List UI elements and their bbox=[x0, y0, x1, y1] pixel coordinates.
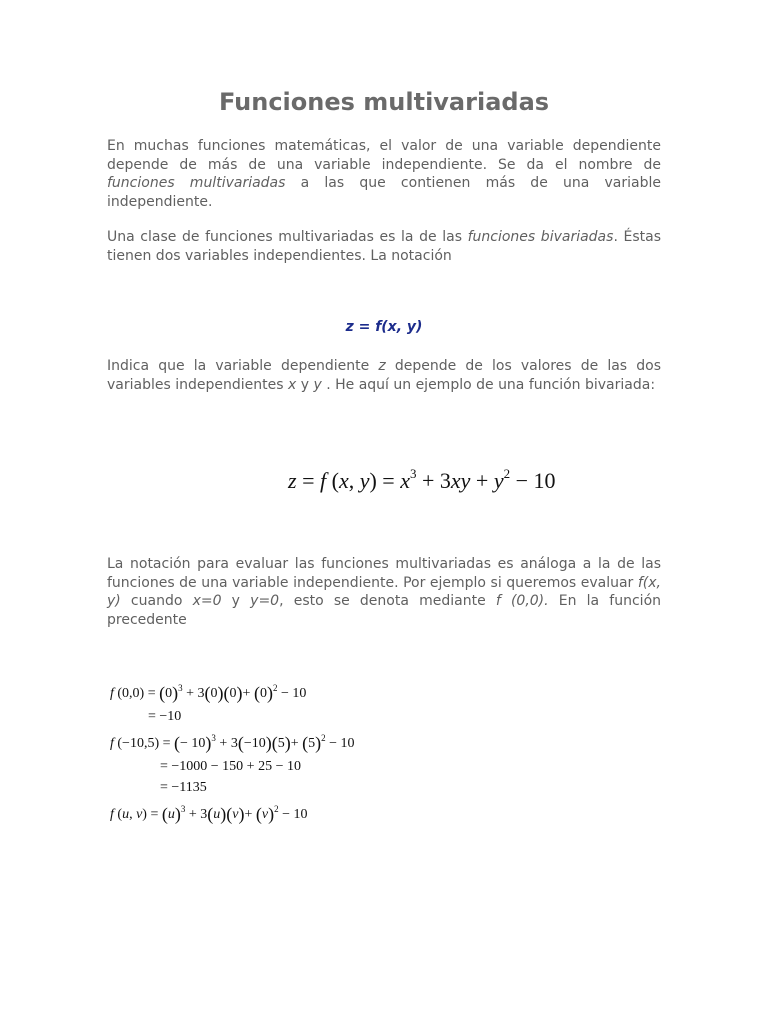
p2-text-b: . Éstas tienen dos variables independientes. La notación bbox=[107, 229, 661, 264]
p3-text-a: Indica que la variable dependiente bbox=[107, 358, 379, 374]
p3-var-y: y bbox=[313, 376, 322, 393]
p3-var-x: x bbox=[287, 376, 297, 393]
p2-emphasis: funciones bivariadas bbox=[467, 229, 614, 245]
equation-line-5: = −1135 bbox=[160, 780, 207, 795]
p4-x0: x=0 bbox=[192, 593, 222, 609]
p4-text-e: En la función precedente bbox=[107, 593, 662, 628]
equation-line-6: f (u, $v) = (u)^3 + 3(u)(v)+ (v)^2 - 10$ bbox=[110, 804, 308, 824]
equation-line-3: f (−10,5) = (− $10)^3 + 3(-10)(5)+ (5)^2 - 10$ bbox=[110, 733, 355, 753]
p4-text-d: , esto se denota mediante bbox=[279, 593, 496, 609]
p2-text-a: Una clase de funciones multivariadas es la de las bbox=[107, 229, 468, 245]
p4-text-b: cuando bbox=[120, 593, 193, 609]
paragraph-bivariate bbox=[107, 228, 661, 265]
p3-text-c: y bbox=[296, 376, 314, 393]
page-title: Funciones multivariadas bbox=[218, 88, 550, 116]
equation-line-2: = −10 bbox=[148, 709, 182, 724]
p3-var-z: z bbox=[378, 358, 386, 374]
equation-line-1: f $(0,0) = (0)^3 + 3(0)(0)+ (0)^2 - 10$ bbox=[110, 683, 307, 703]
p4-text-c: y bbox=[221, 593, 251, 609]
p4-fxy: f(x, y) bbox=[107, 574, 661, 609]
p1-emphasis: funciones multivariadas bbox=[107, 175, 286, 191]
p4-y0: y=0 bbox=[250, 593, 280, 609]
p1-text-b: a las que contienen más de una variable independiente. bbox=[107, 175, 662, 210]
main-equation: z = f (x, $y) = x^3 + 3xy + y^2 - 10$ bbox=[288, 466, 556, 493]
p1-text-a: En muchas funciones matemáticas, el valor de una variable dependiente depende de más de una variable independiente. Se da el nombre de bbox=[107, 138, 661, 173]
p3-text-d: . He aquí un ejemplo de una función bivariada: bbox=[321, 376, 656, 393]
paragraph-evaluation bbox=[107, 555, 661, 629]
equation-line-4: = −1000 − 150 + 25 − 10 bbox=[160, 759, 301, 774]
paragraph-intro bbox=[107, 137, 661, 211]
paragraph-indicates bbox=[107, 357, 661, 394]
p3-text-b: depende de los valores de las dos variables independientes bbox=[107, 358, 661, 393]
p4-text-a: La notación para evaluar las funciones multivariadas es análoga a la de las funciones de una variable independiente. Por ejemplo si queremos evaluar bbox=[107, 556, 661, 591]
notation-formula: z = f(x, y) bbox=[345, 319, 423, 335]
p4-f00: f (0,0). bbox=[495, 593, 549, 609]
